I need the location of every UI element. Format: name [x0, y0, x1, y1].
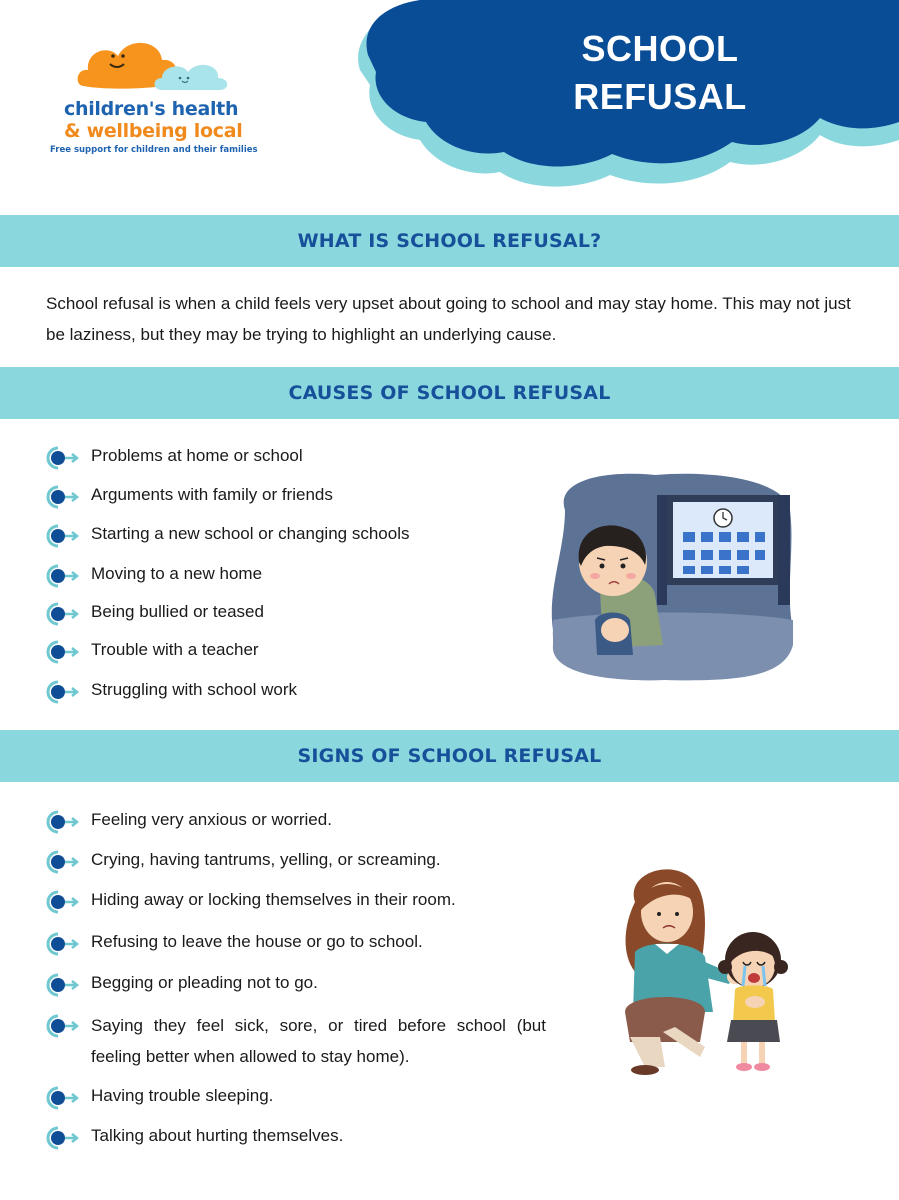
arrow-bullet-icon [42, 522, 82, 550]
signs-list-item: Refusing to leave the house or go to school. [91, 932, 423, 951]
section-heading-signs: SIGNS OF SCHOOL REFUSAL [297, 745, 602, 767]
causes-list-item: Arguments with family or friends [91, 485, 333, 504]
signs-list-item: Crying, having tantrums, yelling, or screaming. [91, 850, 441, 869]
section-heading-what: WHAT IS SCHOOL REFUSAL? [297, 230, 602, 252]
intro-paragraph: School refusal is when a child feels very upset about going to school and may stay home. This may not just be laziness, but they may be trying to highlight an underlying cause. [46, 294, 851, 344]
logo-tagline: Free support for children and their families [50, 145, 258, 155]
causes-list-item: Being bullied or teased [91, 602, 264, 621]
arrow-bullet-icon [42, 600, 82, 628]
causes-list-item: Struggling with school work [91, 680, 297, 699]
causes-list-item: Problems at home or school [91, 446, 303, 465]
arrow-bullet-icon [42, 1124, 82, 1152]
causes-list-item: Moving to a new home [91, 564, 263, 583]
page-title-line2: REFUSAL [573, 76, 747, 117]
logo-text-line2: & wellbeing local [64, 120, 243, 142]
arrow-bullet-icon [42, 971, 82, 999]
arrow-bullet-icon [42, 444, 82, 472]
arrow-bullet-icon [42, 678, 82, 706]
signs-list-item: Talking about hurting themselves. [91, 1126, 344, 1145]
section-band-what [0, 215, 899, 267]
signs-list-item: Begging or pleading not to go. [91, 973, 318, 992]
arrow-bullet-icon [42, 848, 82, 876]
causes-list-item: Starting a new school or changing schools [91, 524, 410, 543]
arrow-bullet-icon [42, 483, 82, 511]
arrow-bullet-icon [42, 930, 82, 958]
page-title-line1: SCHOOL [581, 28, 739, 69]
logo-text-line1: children's health [64, 98, 239, 120]
causes-list-item: Trouble with a teacher [91, 640, 259, 659]
arrow-bullet-icon [42, 1012, 82, 1040]
arrow-bullet-icon [42, 1084, 82, 1112]
crying-girl-with-mother-illustration [605, 862, 800, 1082]
section-heading-causes: CAUSES OF SCHOOL REFUSAL [288, 382, 611, 404]
signs-list-item: Feeling very anxious or worried. [91, 810, 332, 829]
arrow-bullet-icon [42, 808, 82, 836]
sad-boy-illustration [545, 470, 795, 685]
arrow-bullet-icon [42, 562, 82, 590]
arrow-bullet-icon [42, 888, 82, 916]
arrow-bullet-icon [42, 638, 82, 666]
section-band-causes [0, 367, 899, 419]
signs-list-item: Saying they feel sick, sore, or tired before school (but feeling better when allowed to stay home). [91, 1016, 546, 1066]
signs-list-item: Having trouble sleeping. [91, 1086, 274, 1105]
signs-list-item: Hiding away or locking themselves in their room. [91, 890, 456, 909]
section-band-signs [0, 730, 899, 782]
